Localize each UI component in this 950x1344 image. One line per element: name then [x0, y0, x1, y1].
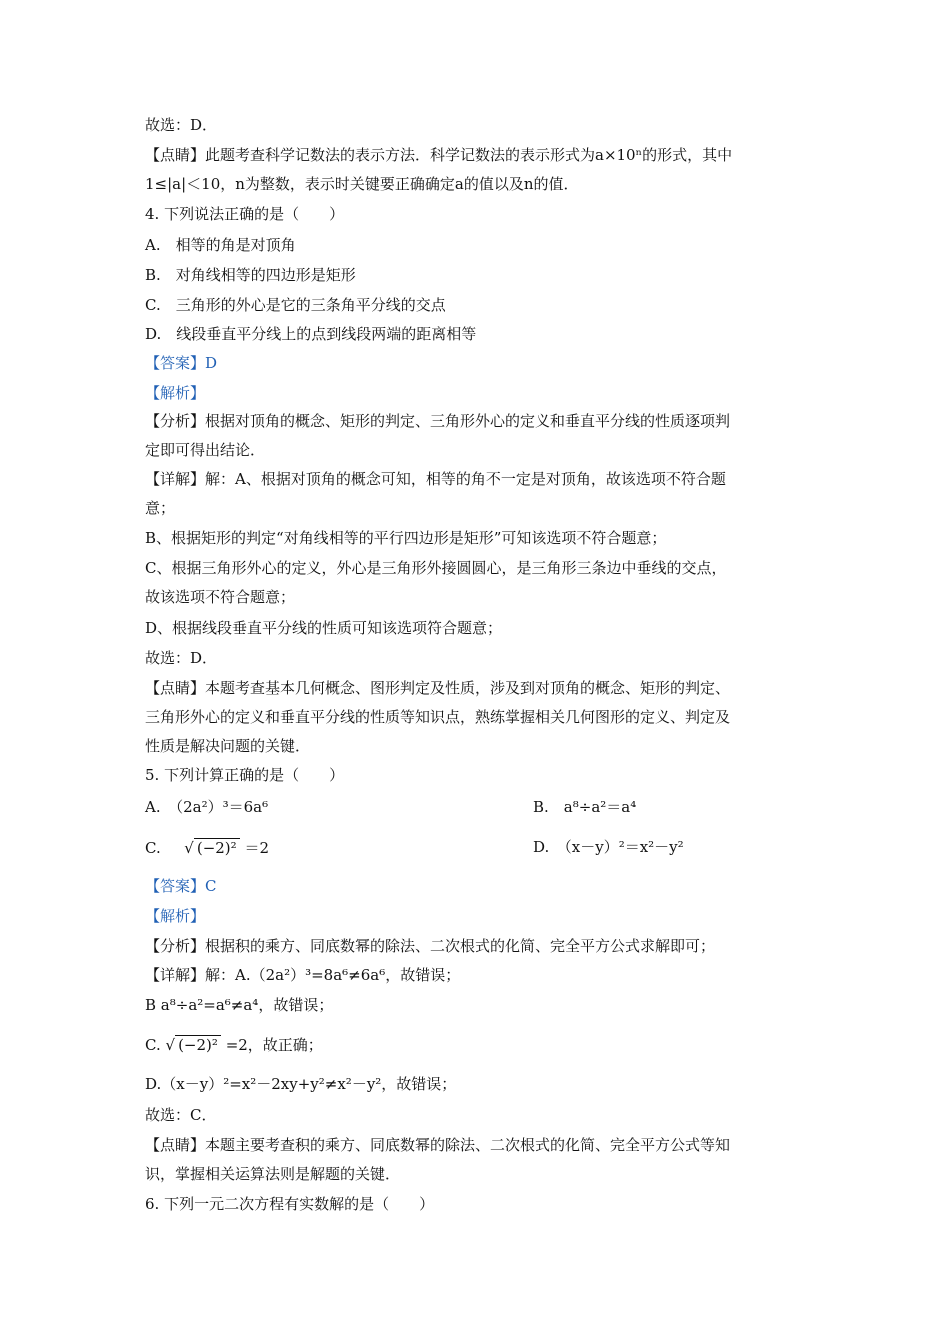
- comment-line: 【点睛】此题考查科学记数法的表示方法．科学记数法的表示形式为a×10ⁿ的形式，其中: [145, 146, 733, 164]
- conclusion-line: 故选：D．: [145, 649, 218, 667]
- analysis-line: 【分析】根据积的乘方、同底数幂的除法、二次根式的化简、完全平方公式求解即可；: [145, 937, 716, 955]
- detail-line: D.（x－y）²=x²－2xy+y²≠x²－y²，故错误；: [145, 1075, 457, 1093]
- detail-line: D、根据线段垂直平分线的性质可知该选项符合题意；: [145, 619, 503, 637]
- radical-sign-icon: √: [184, 839, 194, 857]
- question-4-stem: 4. 下列说法正确的是（ ）: [145, 205, 345, 223]
- option-label: C.: [145, 839, 161, 857]
- question-4-option-b: B. 对角线相等的四边形是矩形: [145, 266, 356, 284]
- question-4-option-c: C. 三角形的外心是它的三条角平分线的交点: [145, 296, 446, 314]
- question-5-option-a: A. （2a²）³＝6a⁶: [145, 798, 269, 816]
- radicand: (−2)²: [194, 838, 240, 856]
- analysis-line: 【分析】根据对顶角的概念、矩形的判定、三角形外心的定义和垂直平分线的性质逐项判: [145, 412, 731, 430]
- square-root-expression: [166, 1035, 221, 1053]
- radical-sign-icon: √: [165, 1036, 176, 1054]
- question-5-stem: 5. 下列计算正确的是（ ）: [145, 766, 345, 784]
- option-label: C.: [145, 1036, 161, 1054]
- radicand: (−2)²: [175, 1035, 221, 1053]
- detail-line: 故该选项不符合题意；: [145, 588, 296, 606]
- conclusion-line: 故选：D．: [145, 116, 218, 134]
- answer-label: 【答案】D: [145, 354, 218, 372]
- question-6-stem: 6. 下列一元二次方程有实数解的是（ ）: [145, 1195, 435, 1213]
- detail-line: 意；: [145, 499, 176, 517]
- detail-line: 【详解】解：A.（2a²）³=8a⁶≠6a⁶，故错误；: [145, 966, 461, 984]
- detail-line: C、根据三角形外心的定义，外心是三角形外接圆圆心，是三角形三条边中垂线的交点，: [145, 559, 727, 577]
- question-5-option-c: [145, 838, 269, 856]
- question-5-option-b: B. a⁸÷a²＝a⁴: [533, 798, 637, 816]
- comment-line: 【点睛】本题考查基本几何概念、图形判定及性质，涉及到对顶角的概念、矩形的判定、: [145, 679, 731, 697]
- comment-line: 识，掌握相关运算法则是解题的关键．: [145, 1165, 401, 1183]
- comment-line: 性质是解决问题的关键．: [145, 737, 311, 755]
- analysis-line: 定即可得出结论．: [145, 441, 266, 459]
- detail-line: B a⁸÷a²=a⁶≠a⁴，故错误；: [145, 996, 334, 1014]
- analysis-label: 【解析】: [145, 384, 206, 402]
- detail-line: B、根据矩形的判定“对角线相等的平行四边形是矩形”可知该选项不符合题意；: [145, 529, 667, 547]
- question-4-option-d: D. 线段垂直平分线上的点到线段两端的距离相等: [145, 325, 477, 343]
- question-4-option-a: A. 相等的角是对顶角: [145, 236, 296, 254]
- conclusion-line: 故选：C．: [145, 1106, 217, 1124]
- analysis-label: 【解析】: [145, 907, 206, 925]
- equals-value: ＝2: [244, 839, 270, 857]
- answer-label: 【答案】C: [145, 877, 217, 895]
- detail-line: 【详解】解：A、根据对顶角的概念可知，相等的角不一定是对顶角，故该选项不符合题: [145, 470, 726, 488]
- comment-line: 【点睛】本题主要考查积的乘方、同底数幂的除法、二次根式的化简、完全平方公式等知: [145, 1136, 731, 1154]
- comment-line: 三角形外心的定义和垂直平分线的性质等知识点，熟练掌握相关几何图形的定义、判定及: [145, 708, 731, 726]
- detail-line-sqrt: [145, 1035, 323, 1053]
- question-5-option-d: D. （x－y）²＝x²－y²: [533, 838, 684, 856]
- square-root-expression: [184, 838, 239, 856]
- comment-line: 1≤|a|＜10，n为整数，表示时关键要正确确定a的值以及n的值．: [145, 175, 579, 193]
- detail-tail: =2，故正确；: [225, 1036, 323, 1054]
